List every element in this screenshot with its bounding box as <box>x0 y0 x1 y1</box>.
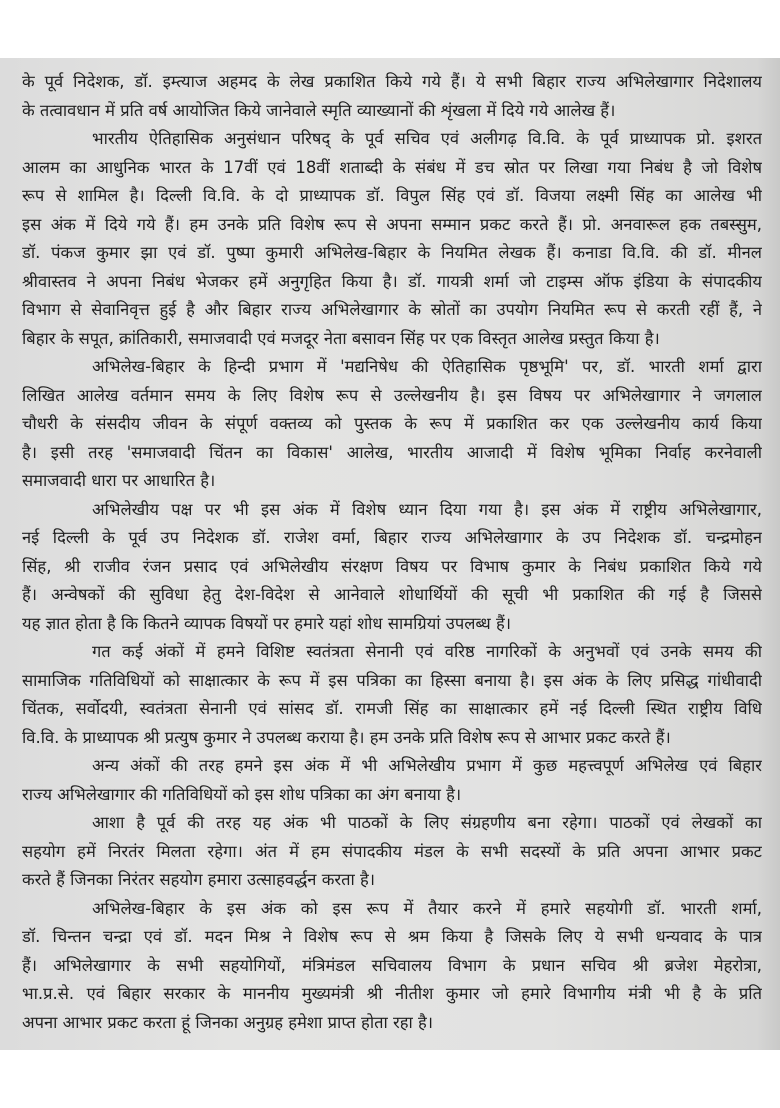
text-line: भा.प्र.से. एवं बिहार सरकार के माननीय मुख्यमंत्री श्री नीतीश कुमार जो हमारे विभागीय मंत्री भी है के प्रति <box>22 984 762 1003</box>
text-line: लिखित आलेख वर्तमान समय के लिए विशेष रूप से उल्लेखनीय है। इस विषय पर अभिलेखागार ने जगलाल <box>22 385 762 405</box>
text-line: चौधरी के संसदीय जीवन के संपूर्ण वक्तव्य को पुस्तक के रूप में प्रकाशित कर एक उल्लेखनीय कार्य किया <box>22 414 762 433</box>
text-line: सामाजिक गतिविधियों को साक्षात्कार के रूप में इस पत्रिका का हिस्सा बनाया है। इस अंक के लिए प्रसिद्ध गांधीवादी <box>22 670 762 690</box>
text-line: अभिलेखीय पक्ष पर भी इस अंक में विशेष ध्यान दिया गया है। इस अंक में राष्ट्रीय अभिलेखागार, <box>92 499 762 519</box>
text-line: डॉ. पंकज कुमार झा एवं डॉ. पुष्पा कुमारी अभिलेख-बिहार के नियमित लेखक हैं। कनाडा वि.वि. की डॉ. मीनल <box>22 243 762 262</box>
text-line: यह ज्ञात होता है कि कितने व्यापक विषयों पर हमारे यहां शोध सामग्रियां उपलब्ध हैं। <box>22 613 511 633</box>
text-line: अपना आभार प्रकट करता हूं जिनका अनुग्रह हमेशा प्राप्त होता रहा है। <box>22 1012 434 1032</box>
text-line: हैं। अन्वेषकों की सुविधा हेतु देश-विदेश से आनेवाले शोधार्थियों की सूची भी प्रकाशित की गई है जिससे <box>22 585 762 604</box>
paragraph <box>22 638 762 752</box>
text-line: करते हैं जिनका निरंतर सहयोग हमारा उत्साहवर्द्धन करता है। <box>22 870 376 889</box>
text-line: रूप से शामिल है। दिल्ली वि.वि. के दो प्राध्यापक डॉ. विपुल सिंह एवं डॉ. विजया लक्ष्मी सिंह का आलेख भी <box>22 186 762 205</box>
text-line: अन्य अंकों की तरह हमने इस अंक में भी अभिलेखीय प्रभाग में कुछ महत्त्वपूर्ण अभिलेख एवं बिहार <box>92 756 762 775</box>
text-line: श्रीवास्तव ने अपना निबंध भेजकर हमें अनुगृहित किया है। डॉ. गायत्री शर्मा जो टाइम्स ऑफ इंडिया के संपादकीय <box>22 271 762 291</box>
text-line: डॉ. चिन्तन चन्द्रा एवं डॉ. मदन मिश्र ने विशेष रूप से श्रम किया है जिसके लिए ये सभी धन्यवाद के पात्र <box>22 927 762 946</box>
paragraph <box>22 125 762 353</box>
text-line: सिंह, श्री राजीव रंजन प्रसाद एवं अभिलेखीय संरक्षण विषय पर विभाष कुमार के निबंध प्रकाशित किये गये <box>22 556 762 576</box>
text-line: अभिलेख-बिहार के इस अंक को इस रूप में तैयार करने में हमारे सहयोगी डॉ. भारती शर्मा, <box>92 898 762 918</box>
text-line: नई दिल्ली के पूर्व उप निदेशक डॉ. राजेश वर्मा, बिहार राज्य अभिलेखागार के उप निदेशक डॉ. चन्द्रमोहन <box>22 528 762 547</box>
text-line: है। इसी तरह 'समाजवादी चिंतन का विकास' आलेख, भारतीय आजादी में विशेष भूमिका निर्वाह करनेवाली <box>22 442 762 462</box>
text-line: समाजवादी धारा पर आधारित है। <box>22 471 216 490</box>
text-line: इस अंक में दिये गये हैं। हम उनके प्रति विशेष रूप से अपना सम्मान प्रकट करते हैं। प्रो. अनवारूल हक तबस्सुम, <box>22 214 762 234</box>
document-body <box>22 68 762 1037</box>
text-line: अभिलेख-बिहार के हिन्दी प्रभाग में 'मद्यनिषेध की ऐतिहासिक पृष्ठभूमि' पर, डॉ. भारती शर्मा द्वारा <box>92 357 762 376</box>
text-line: आलम का आधुनिक भारत के 17वीं एवं 18वीं शताब्दी के संबंध में डच स्रोत पर लिखा गया निबंध है जो विशेष <box>22 157 762 177</box>
paragraph <box>22 809 762 895</box>
text-line: विभाग से सेवानिवृत्त हुई है और बिहार राज्य अभिलेखागार के स्रोतों का उपयोग नियमित रूप से करती रहीं हैं, ने <box>22 300 762 319</box>
paragraph <box>22 752 762 809</box>
text-line: हैं। अभिलेखागार के सभी सहयोगियों, मंत्रिमंडल सचिवालय विभाग के प्रधान सचिव श्री ब्रजेश मेहरोत्रा, <box>22 955 762 975</box>
paragraph <box>22 895 762 1038</box>
text-line: सहयोग हमें निरतंर मिलता रहेगा। अंत में हम संपादकीय मंडल के सभी सदस्यों के प्रति अपना आभार प्रकट <box>22 841 762 861</box>
paragraph <box>22 68 762 125</box>
text-line: वि.वि. के प्राध्यापक श्री प्रत्युष कुमार ने उपलब्ध कराया है। हम उनके प्रति विशेष रूप से आभार प्रकट करते हैं। <box>22 727 671 747</box>
scanned-page <box>0 58 780 1050</box>
text-line: चिंतक, सर्वोदयी, स्वतंत्रता सेनानी एवं सांसद डॉ. रामजी सिंह का साक्षात्कार हमें नई दिल्ली स्थित राष्ट्रीय विधि <box>22 699 762 718</box>
paragraph <box>22 353 762 496</box>
text-line: भारतीय ऐतिहासिक अनुसंधान परिषद् के पूर्व सचिव एवं अलीगढ़ वि.वि. के पूर्व प्राध्यापक प्रो. इशरत <box>92 129 762 148</box>
text-line: राज्य अभिलेखागार की गतिविधियों को इस शोध पत्रिका का अंग बनाया है। <box>22 784 462 804</box>
text-line: गत कई अंकों में हमने विशिष्ट स्वतंत्रता सेनानी एवं वरिष्ठ नागरिकों के अनुभवों एवं उनके समय की <box>92 642 762 661</box>
paragraph <box>22 496 762 639</box>
text-line: आशा है पूर्व की तरह यह अंक भी पाठकों के लिए संग्रहणीय बना रहेगा। पाठकों एवं लेखकों का <box>92 813 762 832</box>
text-line: के पूर्व निदेशक, डॉ. इम्त्याज अहमद के लेख प्रकाशित किये गये हैं। ये सभी बिहार राज्य अभिलेखागार निदेशालय <box>22 72 762 91</box>
text-line: के तत्वावधान में प्रति वर्ष आयोजित किये जानेवाले स्मृति व्याख्यानों की शृंखला में दिये गये आलेख हैं। <box>22 100 616 120</box>
text-line: बिहार के सपूत, क्रांतिकारी, समाजवादी एवं मजदूर नेता बसावन सिंह पर एक विस्तृत आलेख प्रस्तुत किया है। <box>22 328 660 348</box>
